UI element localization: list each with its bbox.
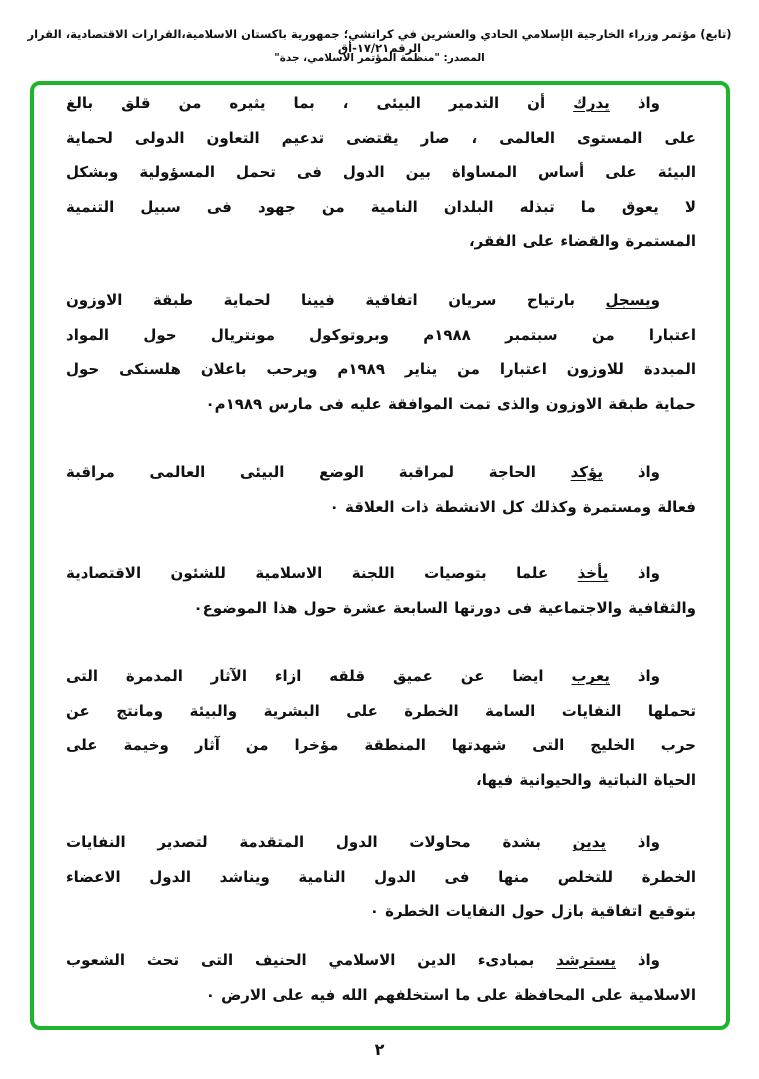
page-number: ٢ — [374, 1040, 385, 1059]
paragraph-1-line-3: البيئة على أساس المساواة بين الدول فى تحمل المسؤولية وبشكل — [66, 163, 696, 181]
paragraph-4-line-2: والثقافية والاجتماعية فى دورتها السابعة عشرة حول هذا الموضوع٠ — [193, 598, 696, 617]
paragraph-7-line-1 — [66, 943, 696, 977]
paragraph-6-line-3: بتوقيع اتفاقية بازل حول النفايات الخطرة ٠ — [369, 902, 696, 920]
paragraph-1-line-5: المستمرة والقضاء على الفقر، — [468, 232, 696, 250]
lead-verb: يأخذ — [577, 564, 609, 582]
paragraph-2-line-1 — [66, 283, 696, 317]
paragraph-2-line-4: حماية طبقة الاوزون والذى تمت الموافقة عليه فى مارس ١٩٨٩م٠ — [205, 394, 696, 413]
lead-verb: يدين — [572, 833, 607, 851]
paragraph-7-line-2: الاسلامية على المحافظة على ما استخلفهم الله فيه على الارض ٠ — [205, 985, 696, 1004]
paragraph-4-line-1 — [66, 556, 696, 590]
lead-prefix: واذ — [637, 951, 660, 969]
lead-verb: يعرب — [571, 667, 610, 685]
lead-prefix: واذ — [637, 667, 660, 685]
paragraph-1-line-2: على المستوى العالمى ، صار يقتضى تدعيم التعاون الدولى لحماية — [66, 128, 696, 147]
lead-prefix: واذ — [637, 833, 660, 851]
paragraph-2-line-2: اعتبارا من سبتمبر ١٩٨٨م وبروتوكول مونتريال حول المواد — [66, 325, 696, 344]
lead-verb: يسجل — [605, 291, 651, 309]
lead-prefix: واذ — [637, 463, 661, 481]
line-text: بمبادىء الدين الاسلامي الحنيف التى تحث الشعوب — [66, 951, 535, 969]
line-text: الحاجة لمراقبة الوضع البيئى العالمى مراقبة — [66, 463, 536, 481]
line-text: ايضا عن عميق قلقه ازاء الآثار المدمرة التى — [66, 667, 544, 685]
paragraph-5-line-4: الحياة النباتية والحيوانية فيها، — [476, 770, 696, 789]
paragraph-5-line-1 — [66, 659, 696, 693]
line-text: أن التدمير البيئى ، بما يثيره من قلق بالغ — [66, 94, 546, 112]
lead-prefix: واذ — [637, 564, 661, 582]
paragraph-5-line-3: حرب الخليج التى شهدتها المنطقة مؤخرا من آثار وخيمة على — [66, 736, 696, 754]
paragraph-6-line-1 — [66, 825, 696, 859]
paragraph-5-line-2: تحملها النفايات السامة الخطرة على البشرية والبيئة ومانتج عن — [66, 701, 696, 720]
line-text: بشدة محاولات الدول المتقدمة لتصدير النفايات — [66, 833, 541, 851]
paragraph-1-line-1 — [66, 86, 696, 120]
document-source: المصدر: "منظمة المؤتمر الاسلامي، جدة" — [274, 52, 485, 64]
lead-verb: يسترشد — [556, 951, 616, 969]
lead-prefix: و — [650, 291, 660, 309]
line-text: بارتياح سريان اتفاقية فيينا لحماية طبقة الاوزون — [66, 291, 575, 309]
paragraph-2-line-3: المبددة للاوزون اعتبارا من يناير ١٩٨٩م ويرحب باعلان هلسنكى حول — [66, 360, 696, 378]
lead-verb: يدرك — [573, 94, 610, 112]
lead-verb: يؤكد — [570, 463, 604, 481]
line-text: علما بتوصيات اللجنة الاسلامية للشئون الاقتصادية — [66, 564, 549, 582]
paragraph-6-line-2: الخطرة للتخلص منها فى الدول النامية ويناشد الدول الاعضاء — [66, 867, 696, 886]
paragraph-3-line-2: فعالة ومستمرة وكذلك كل الانشطة ذات العلاقة ٠ — [329, 497, 696, 516]
document-header-title: (تابع) مؤتمر وزراء الخارجية الإسلامي الحادي والعشرين في كراتشي؛ جمهورية باكستان الاسلامية،القرارات الاقتصادية، القرار الرقم١٧/٢١-أق — [27, 27, 732, 55]
lead-prefix: واذ — [637, 94, 660, 112]
paragraph-3-line-1 — [66, 455, 696, 489]
paragraph-1-line-4: لا يعوق ما تبذله البلدان النامية من جهود فى سبيل التنمية — [66, 197, 696, 216]
